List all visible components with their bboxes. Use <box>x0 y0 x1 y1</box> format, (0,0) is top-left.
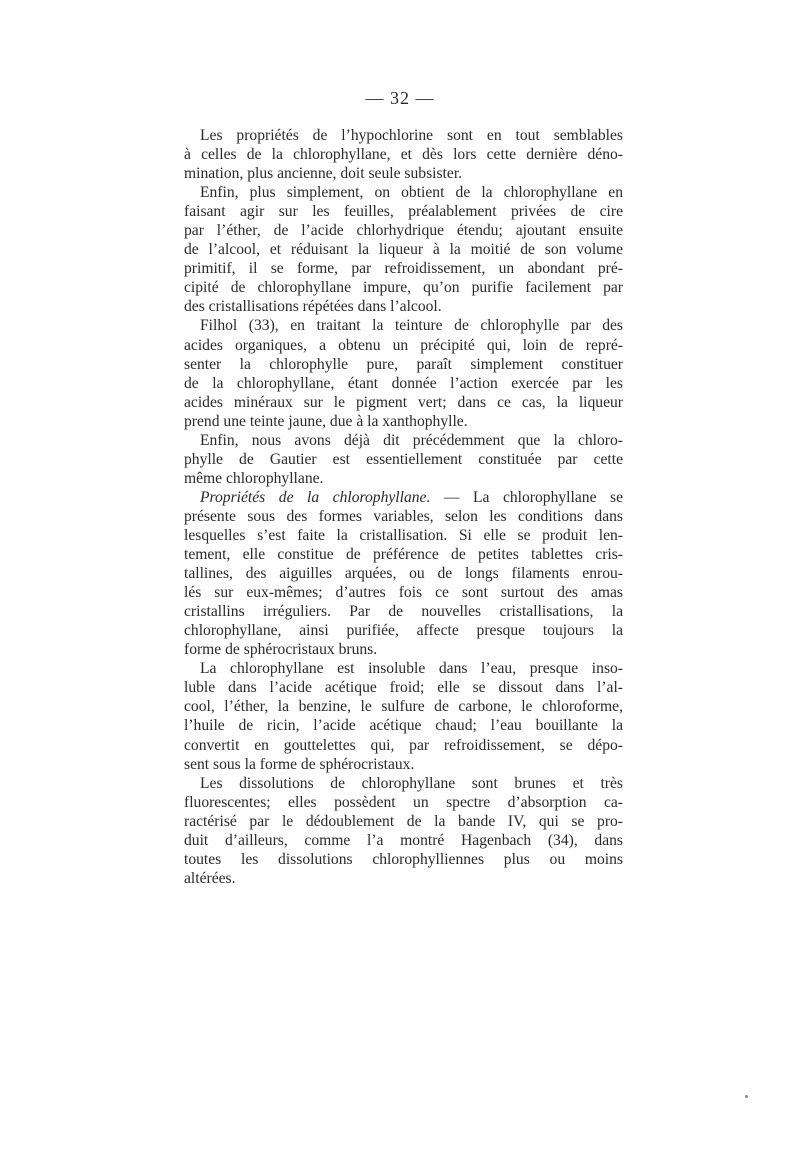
section-heading: Propriétés de la chlorophyllane. <box>200 488 431 506</box>
text-line: La chlorophyllane est insoluble dans l’eau, presque inso- <box>200 660 623 678</box>
text-line: acides organiques, a obtenu un précipité qui, loin de repré- <box>184 336 623 354</box>
text-line: Enfin, nous avons déjà dit précédemment que la chloro- <box>200 431 623 449</box>
text-line: même chlorophyllane. <box>184 469 324 487</box>
text-line: cipité de chlorophyllane impure, qu’on purifie facilement par <box>184 279 623 297</box>
text-line: lés sur eux-mêmes; d’autres fois ce sont surtout des amas <box>184 584 623 602</box>
paragraph <box>184 659 623 773</box>
text-line: Les dissolutions de chlorophyllane sont brunes et très <box>200 774 623 792</box>
text-line: des cristallisations répétées dans l’alcool. <box>184 298 442 316</box>
text-line: tallines, des aiguilles arquées, ou de longs filaments enrou- <box>184 565 623 583</box>
text-line: faisant agir sur les feuilles, préalablement privées de cire <box>184 203 623 221</box>
paper-speck <box>745 1095 748 1098</box>
text-line: l’huile de ricin, l’acide acétique chaud; l’eau bouillante la <box>184 717 623 735</box>
text-line: de la chlorophyllane, étant donnée l’action exercée par les <box>184 374 623 392</box>
text-line: cool, l’éther, la benzine, le sulfure de carbone, le chloroforme, <box>184 698 623 716</box>
paragraph <box>184 183 623 316</box>
text-fragment: — La chlorophyllane se <box>430 488 623 506</box>
paragraph <box>184 431 623 488</box>
text-line: à celles de la chlorophyllane, et dès lors cette dernière déno- <box>184 146 623 164</box>
text-line: de l’alcool, et réduisant la liqueur à la moitié de son volume <box>184 241 623 259</box>
text-line: mination, plus ancienne, doit seule subsister. <box>184 165 463 183</box>
text-line: acides minéraux sur le pigment vert; dans ce cas, la liqueur <box>184 393 623 411</box>
text-line: prend une teinte jaune, due à la xanthophylle. <box>184 412 468 430</box>
text-line: phylle de Gautier est essentiellement constituée par cette <box>184 450 623 468</box>
text-line: Filhol (33), en traitant la teinture de chlorophylle par des <box>200 317 623 335</box>
paragraph <box>184 126 623 183</box>
text-line: Enfin, plus simplement, on obtient de la chlorophyllane en <box>200 184 623 202</box>
text-line: senter la chlorophylle pure, paraît simplement constituer <box>184 355 623 373</box>
body-text <box>184 126 623 888</box>
text-line: Les propriétés de l’hypochlorine sont en tout semblables <box>200 127 623 144</box>
text-line: primitif, il se forme, par refroidissement, un abondant pré- <box>184 260 623 278</box>
text-line: par l’éther, de l’acide chlorhydrique étendu; ajoutant ensuite <box>184 222 623 240</box>
text-line: fluorescentes; elles possèdent un spectre d’absorption ca- <box>184 793 623 811</box>
text-line: cristallins irréguliers. Par de nouvelles cristallisations, la <box>184 603 623 621</box>
text-line: présente sous des formes variables, selon les conditions dans <box>184 507 623 525</box>
text-line <box>184 488 623 507</box>
text-line: luble dans l’acide acétique froid; elle se dissout dans l’al- <box>184 679 623 697</box>
text-line: tement, elle constitue de préférence de petites tablettes cris- <box>184 546 623 564</box>
paragraph <box>184 488 623 659</box>
paragraph <box>184 316 623 430</box>
paragraph <box>184 774 623 888</box>
text-line: lesquelles s’est faite la cristallisation. Si elle se produit len- <box>184 526 623 544</box>
text-line: sent sous la forme de sphérocristaux. <box>184 755 415 773</box>
text-line: convertit en gouttelettes qui, par refroidissement, se dépo- <box>184 736 623 754</box>
text-line: altérées. <box>184 869 236 887</box>
text-line: forme de sphérocristaux bruns. <box>184 641 378 659</box>
text-line: toutes les dissolutions chlorophylliennes plus ou moins <box>184 850 623 868</box>
text-line: chlorophyllane, ainsi purifiée, affecte presque toujours la <box>184 622 623 640</box>
text-line: ractérisé par le dédoublement de la bande IV, qui se pro- <box>184 812 623 830</box>
page-number: — 32 — <box>365 88 435 108</box>
text-line: duit d’ailleurs, comme l’a montré Hagenbach (34), dans <box>184 831 623 849</box>
